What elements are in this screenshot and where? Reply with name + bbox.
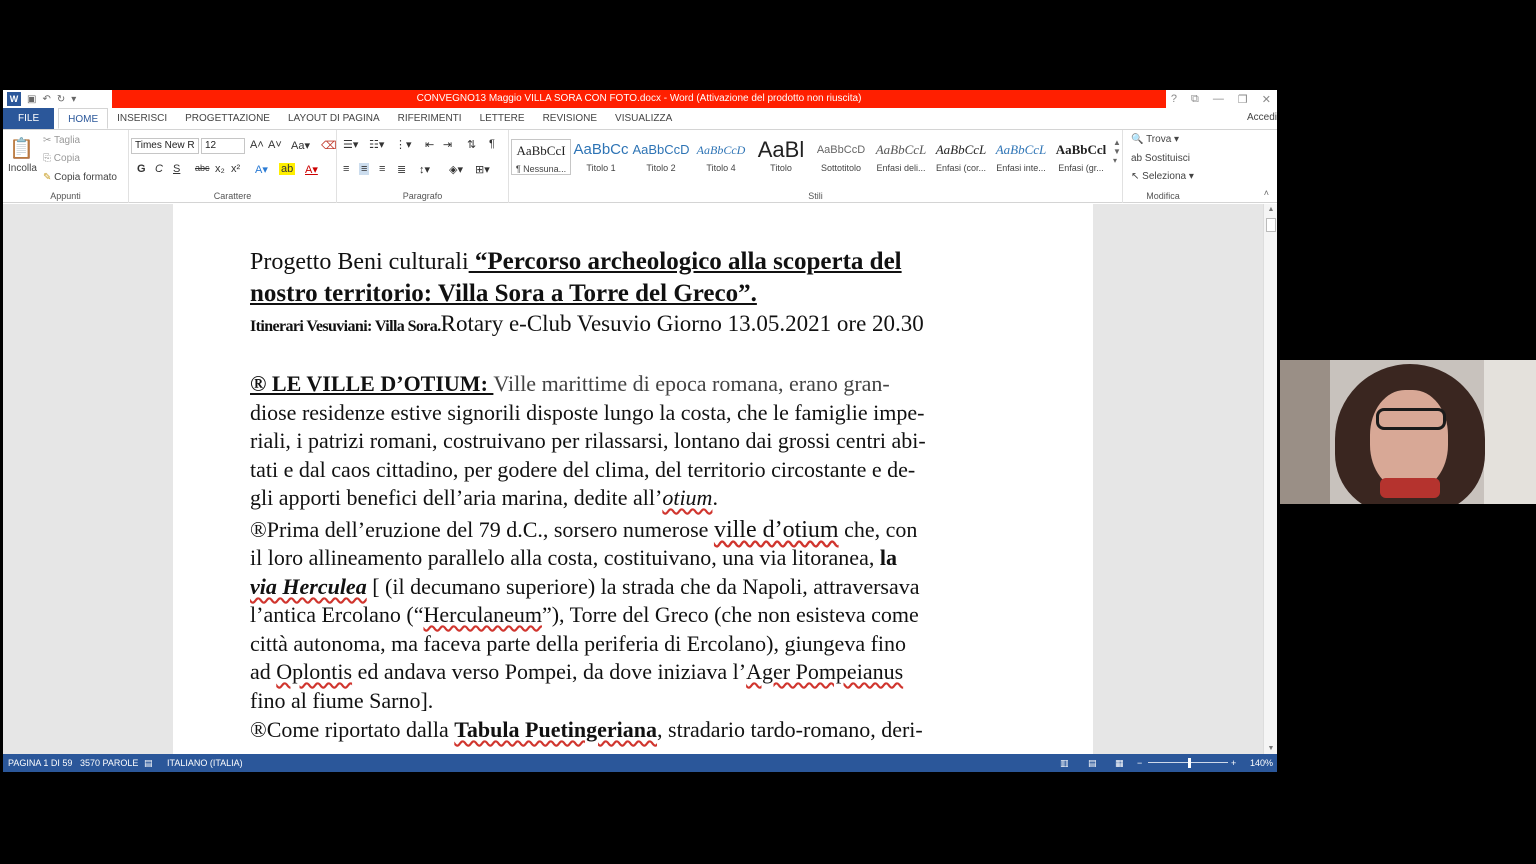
style-heading-2[interactable]: AaBbCcD Titolo 2 xyxy=(632,142,690,173)
shrink-font-icon[interactable]: A˅ xyxy=(268,139,282,151)
style-no-spacing[interactable]: AaBbCcI ¶ Nessuna... xyxy=(511,139,571,175)
para3-line1: ®Come riportato dalla Tabula Puetingeriana, stradario tardo-romano, deri- xyxy=(250,717,923,742)
text-effects-icon[interactable]: A▾ xyxy=(255,164,268,176)
format-painter-button[interactable]: Copia formato xyxy=(54,172,117,183)
word-count[interactable]: 3570 PAROLE xyxy=(80,758,139,768)
para2-line3: via Herculea [ (il decumano superiore) la strada che da Napoli, attraversava xyxy=(250,574,920,599)
tab-insert[interactable]: INSERISCI xyxy=(117,113,168,124)
align-left-icon[interactable]: ≡ xyxy=(343,163,350,175)
help-icon[interactable]: ? xyxy=(1170,93,1178,105)
superscript-icon[interactable]: x² xyxy=(231,163,241,175)
document-area xyxy=(3,204,1277,754)
customize-qat-icon[interactable]: ▾ xyxy=(71,93,77,105)
bullets-icon[interactable]: ☰▾ xyxy=(343,139,359,151)
font-size-select[interactable]: 12 xyxy=(201,138,245,154)
para1-line5: gli apporti benefici dell’aria marina, dedite all’otium. xyxy=(250,485,718,510)
style-subtle-emphasis[interactable]: AaBbCcL Enfasi deli... xyxy=(875,142,927,173)
sort-icon[interactable]: ⇅ xyxy=(467,139,477,151)
para1-line1: ® LE VILLE D’OTIUM: Ville marittime di epoca romana, erano gran- xyxy=(250,371,890,396)
style-heading-4[interactable]: AaBbCcD Titolo 4 xyxy=(696,143,746,173)
copy-button[interactable]: Copia xyxy=(53,153,80,164)
format-painter-icon: ✎ xyxy=(43,172,55,183)
para2-line4: l’antica Ercolano (“Herculaneum”), Torre del Greco (che non esisteva come xyxy=(250,602,919,627)
style-title[interactable]: AaBl Titolo xyxy=(757,139,805,173)
group-label-styles: Stili xyxy=(808,191,823,201)
vertical-scrollbar[interactable] xyxy=(1263,204,1277,754)
bold-button[interactable]: G xyxy=(137,163,146,175)
person-glasses xyxy=(1376,408,1446,430)
para2-line1: ®Prima dell’eruzione del 79 d.C., sorsero numerose ville d’otium che, con xyxy=(250,517,918,543)
grow-font-icon[interactable]: A˄ xyxy=(250,139,264,151)
borders-icon[interactable]: ⊞▾ xyxy=(475,164,490,176)
cut-button[interactable]: Taglia xyxy=(53,135,81,146)
tab-layout[interactable]: LAYOUT DI PAGINA xyxy=(287,113,380,124)
collapse-ribbon-icon[interactable]: ˄ xyxy=(1263,188,1269,198)
decrease-indent-icon[interactable]: ⇤ xyxy=(425,139,435,151)
page-count[interactable]: PAGINA 1 DI 59 xyxy=(8,758,73,768)
word-window xyxy=(3,90,1277,772)
scroll-thumb[interactable] xyxy=(1266,218,1276,232)
clear-formatting-icon[interactable]: ⌫ xyxy=(321,140,337,152)
group-clipboard xyxy=(3,130,129,203)
tab-review[interactable]: REVISIONE xyxy=(542,113,598,124)
group-font xyxy=(129,130,337,203)
ribbon-display-icon[interactable]: ⧉ xyxy=(1191,92,1199,105)
doc-subtitle: Itinerari Vesuviani: Villa Sora.Rotary e-Club Vesuvio Giorno 13.05.2021 ore 20.30 xyxy=(250,311,924,336)
save-icon[interactable]: ▣ xyxy=(27,93,37,105)
group-paragraph xyxy=(337,130,509,203)
status-bar xyxy=(3,754,1277,772)
styles-scroll-icon[interactable]: ▲ ▼ ▾ xyxy=(1113,138,1121,165)
find-icon: 🔍 xyxy=(1131,134,1147,145)
increase-indent-icon[interactable]: ⇥ xyxy=(443,139,453,151)
webcam-video xyxy=(1280,360,1536,504)
tab-references[interactable]: RIFERIMENTI xyxy=(397,113,462,124)
numbering-icon[interactable]: ☷▾ xyxy=(369,139,385,151)
select-button[interactable]: Seleziona xyxy=(1142,171,1187,182)
zoom-slider-thumb[interactable] xyxy=(1188,758,1191,768)
window-title: CONVEGNO13 Maggio VILLA SORA CON FOTO.docx - Word (Attivazione del prodotto non riuscita) xyxy=(112,90,1166,108)
person-scarf xyxy=(1380,478,1440,498)
italic-button[interactable]: C xyxy=(155,163,163,175)
ribbon-tabs xyxy=(3,108,1277,129)
font-name-select[interactable]: Times New R xyxy=(131,138,199,154)
underline-button[interactable]: S xyxy=(173,163,181,175)
group-label-editing: Modifica xyxy=(1146,191,1180,201)
show-marks-icon[interactable]: ¶ xyxy=(489,138,495,150)
change-case-icon[interactable]: Aa▾ xyxy=(291,140,310,152)
group-label-paragraph: Paragrafo xyxy=(402,191,443,201)
tab-design[interactable]: PROGETTAZIONE xyxy=(185,113,270,124)
zoom-in-icon[interactable]: + xyxy=(1231,758,1237,768)
replace-button[interactable]: Sostituisci xyxy=(1144,153,1190,164)
document-page[interactable] xyxy=(173,204,1093,754)
style-heading-1[interactable]: AaBbCc Titolo 1 xyxy=(573,141,629,173)
ribbon xyxy=(3,129,1277,203)
style-intense-emphasis[interactable]: AaBbCcL Enfasi inte... xyxy=(995,142,1047,173)
background-shelf xyxy=(1280,360,1330,504)
background-wall xyxy=(1484,360,1536,504)
para1-line4: tati e dal caos cittadino, per godere del clima, del territorio circostante e de- xyxy=(250,457,916,482)
group-label-clipboard: Appunti xyxy=(50,191,81,201)
style-subtitle[interactable]: AaBbCcD Sottotitolo xyxy=(816,144,866,173)
close-icon[interactable]: ✕ xyxy=(1261,93,1271,106)
sign-in-link[interactable]: Accedi xyxy=(1246,112,1277,123)
strikethrough-icon[interactable]: abc xyxy=(195,163,210,173)
doc-title-line1: Progetto Beni culturali “Percorso archeologico alla scoperta del xyxy=(250,248,902,275)
para2-line7: fino al fiume Sarno]. xyxy=(250,688,434,713)
zoom-out-icon[interactable]: − xyxy=(1137,758,1143,768)
window-controls xyxy=(1171,90,1271,108)
web-layout-icon[interactable]: ▦ xyxy=(1115,758,1124,768)
doc-title-line2: nostro territorio: Villa Sora a Torre del Greco”. xyxy=(250,280,757,307)
para1-line2: diose residenze estive signorili disposte lungo la costa, che le famiglie impe- xyxy=(250,400,925,425)
restore-icon[interactable]: ❐ xyxy=(1237,93,1248,106)
title-bar xyxy=(3,90,1277,108)
word-icon: W xyxy=(7,92,21,106)
find-button[interactable]: Trova xyxy=(1146,134,1172,145)
print-layout-icon[interactable]: ▤ xyxy=(1088,758,1097,768)
tab-view[interactable]: VISUALIZZA xyxy=(615,113,673,124)
shading-icon[interactable]: ◈▾ xyxy=(449,164,463,176)
justify-icon[interactable]: ≣ xyxy=(397,164,407,176)
multilevel-list-icon[interactable]: ⋮▾ xyxy=(395,139,412,151)
style-strong[interactable]: AaBbCcl Enfasi (gr... xyxy=(1055,142,1107,173)
paste-button[interactable]: Incolla xyxy=(8,163,37,174)
para2-line6: ad Oplontis ed andava verso Pompei, da dove iniziava l’Ager Pompeianus xyxy=(250,659,904,684)
language[interactable]: ITALIANO (ITALIA) xyxy=(167,758,243,768)
proofing-icon[interactable]: ▤ xyxy=(144,758,153,768)
group-editing: 🔍 Trova ▾ ab Sostituisci ↖ Seleziona ▾ Modifica xyxy=(1123,130,1203,203)
align-right-icon[interactable]: ≡ xyxy=(379,163,386,175)
highlight-icon[interactable]: ab xyxy=(281,163,294,175)
group-styles xyxy=(509,130,1123,203)
line-spacing-icon[interactable]: ↕▾ xyxy=(419,164,431,176)
quick-access-toolbar xyxy=(7,91,76,107)
subscript-icon[interactable]: x₂ xyxy=(215,163,225,175)
group-label-font: Carattere xyxy=(213,191,252,201)
minimize-icon[interactable]: — xyxy=(1212,93,1224,105)
para2-line5: città autonoma, ma faceva parte della periferia di Ercolano), giungeva fino xyxy=(250,631,907,656)
tab-mailings[interactable]: LETTERE xyxy=(479,113,525,124)
tab-file[interactable]: FILE xyxy=(3,108,54,129)
tab-home[interactable]: HOME xyxy=(58,108,108,129)
person-face xyxy=(1370,390,1448,490)
style-emphasis[interactable]: AaBbCcL Enfasi (cor... xyxy=(935,142,987,173)
scroll-up-icon[interactable]: ▲ xyxy=(1267,206,1275,213)
paste-icon[interactable]: 📋 xyxy=(9,138,34,160)
cut-icon: ✂ xyxy=(43,135,54,146)
para2-line2: il loro allineamento parallelo alla costa, costituivano, una via litoranea, la xyxy=(250,545,897,570)
undo-icon[interactable]: ↶ xyxy=(42,93,51,105)
scroll-down-icon[interactable]: ▼ xyxy=(1267,745,1275,752)
copy-icon: ⎘ xyxy=(43,153,54,164)
replace-icon: ab xyxy=(1131,153,1145,164)
align-center-icon[interactable]: ≡ xyxy=(361,163,368,175)
zoom-level[interactable]: 140% xyxy=(1250,758,1274,768)
select-icon: ↖ xyxy=(1131,171,1143,182)
para1-line3: riali, i patrizi romani, costruivano per rilassarsi, lontano dai grossi centri abi- xyxy=(250,428,926,453)
redo-icon[interactable]: ↻ xyxy=(56,93,66,105)
font-color-icon[interactable]: A▾ xyxy=(305,164,318,176)
read-mode-icon[interactable]: ▥ xyxy=(1060,758,1069,768)
